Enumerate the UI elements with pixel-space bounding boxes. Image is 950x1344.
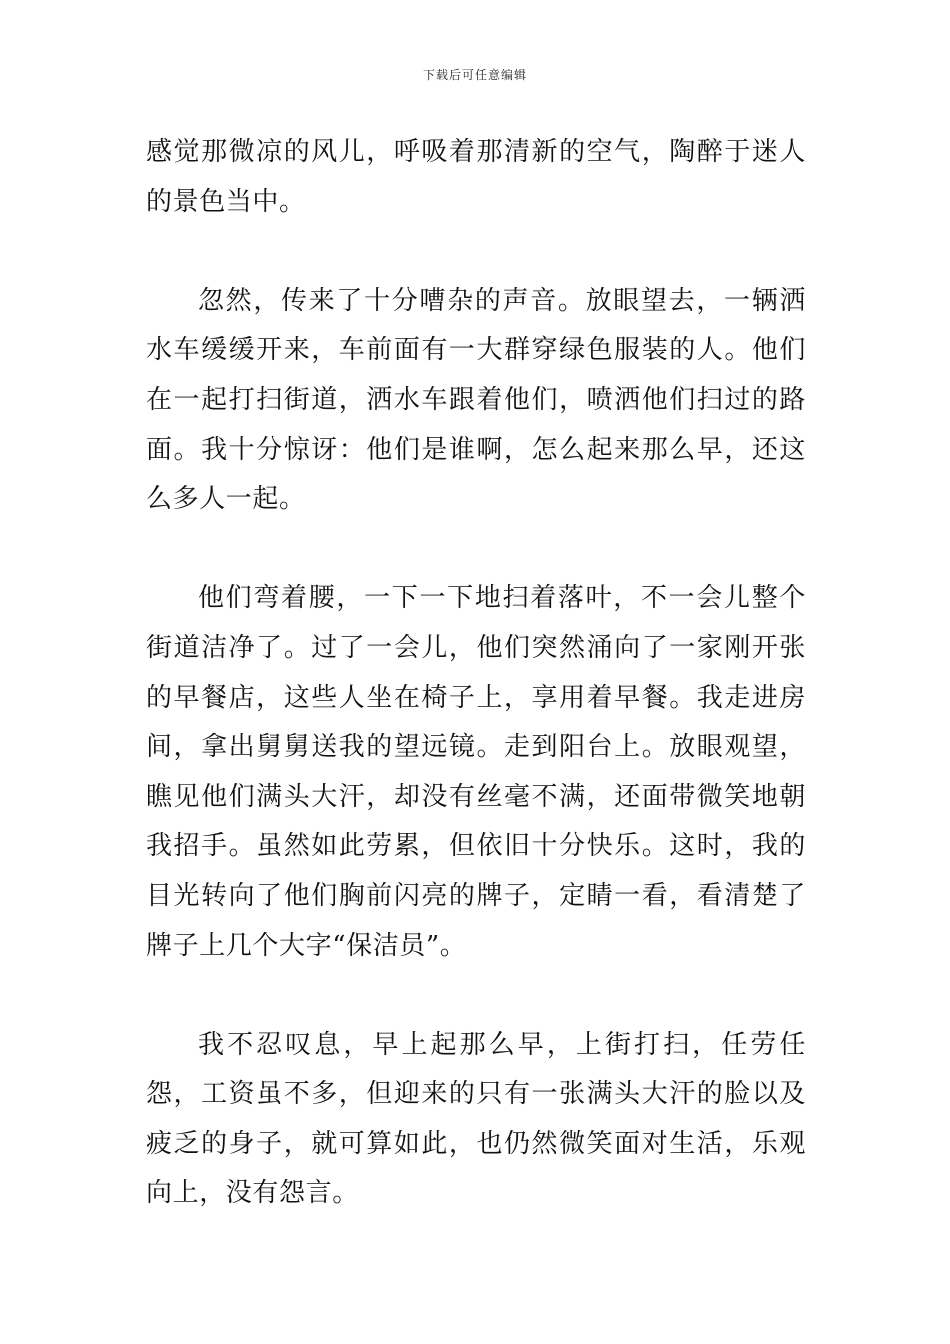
body-text [146, 128, 806, 1219]
header-note: 下载后可任意编辑 [422, 68, 527, 82]
paragraph-4: 我不忍叹息，早上起那么早，上街打扫，任劳任怨，工资虽不多，但迎来的只有一张满头大汗的脸以及疲乏的身子，就可算如此，也仍然微笑面对生活，乐观向上，没有怨言。 [146, 1029, 806, 1209]
paragraph-3: 他们弯着腰，一下一下地扫着落叶，不一会儿整个街道洁净了。过了一会儿，他们突然涌向了一家刚开张的早餐店，这些人坐在椅子上，享用着早餐。我走进房间，拿出舅舅送我的望远镜。走到阳台上。放眼观望，瞧见他们满头大汗，却没有丝毫不满，还面带微笑地朝我招手。虽然如此劳累，但依旧十分快乐。这时，我的目光转向了他们胸前闪亮的牌子，定睛一看，看清楚了牌子上几个大字“保洁员”。 [146, 583, 806, 961]
paragraph-gap [146, 227, 806, 277]
paragraph-1: 感觉那微凉的风儿，呼吸着那清新的空气，陶醉于迷人的景色当中。 [146, 137, 806, 217]
paragraph-gap [146, 971, 806, 1021]
paragraph-2: 忽然，传来了十分嘈杂的声音。放眼望去，一辆洒水车缓缓开来，车前面有一大群穿绿色服装的人。他们在一起打扫街道，洒水车跟着他们，喷洒他们扫过的路面。我十分惊讶：他们是谁啊，怎么起来那么早，还这么多人一起。 [146, 285, 806, 515]
paragraph-gap [146, 525, 806, 575]
